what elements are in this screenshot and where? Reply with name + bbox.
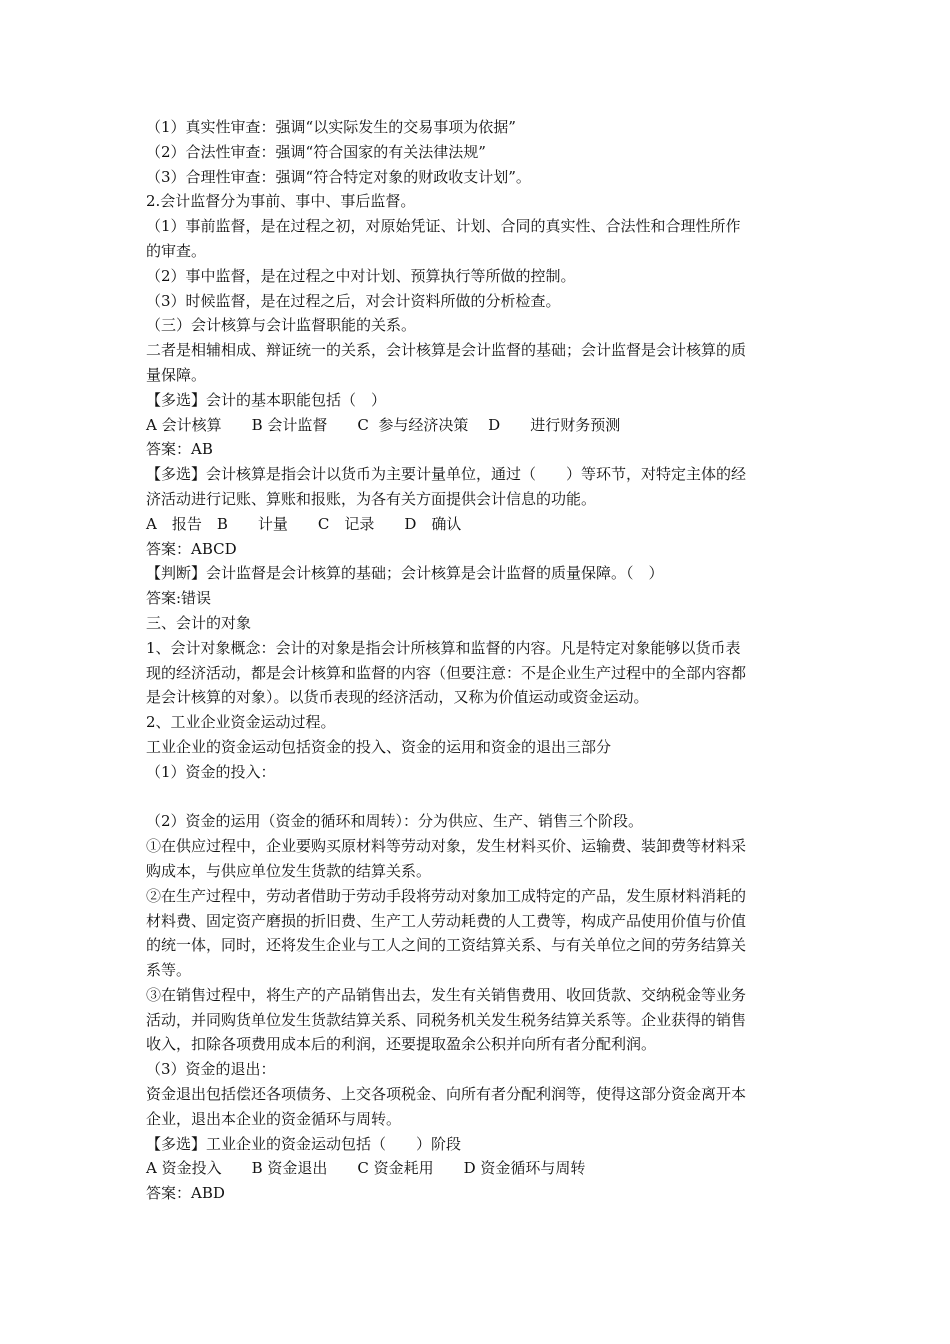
text-line: 的统一体，同时，还将发生企业与工人之间的工资结算关系、与有关单位之间的劳务结算关	[146, 936, 747, 955]
section-heading: 2.会计监督分为事前、事中、事后监督。	[146, 192, 416, 211]
text-line: 企业，退出本企业的资金循环与周转。	[146, 1109, 402, 1128]
text-line: （2）合法性审查：强调“符合国家的有关法律法规”	[146, 142, 486, 161]
text-line: ②在生产过程中，劳动者借助于劳动手段将劳动对象加工成特定的产品，发生原材料消耗的	[146, 886, 747, 905]
answer: 答案：AB	[146, 440, 213, 459]
text-line: 活动，并同购货单位发生货款结算关系、同税务机关发生税务结算关系等。企业获得的销售	[146, 1010, 747, 1029]
blank-line	[146, 785, 814, 810]
section-heading: 2、工业企业资金运动过程。	[146, 713, 336, 732]
text-line: 材料费、固定资产磨损的折旧费、生产工人劳动耗费的人工费等，构成产品使用价值与价值	[146, 911, 747, 930]
text-line: （1）真实性审查：强调“以实际发生的交易事项为依据”	[146, 118, 516, 136]
text-line: 是会计核算的对象）。以货币表现的经济活动，又称为价值运动或资金运动。	[146, 688, 649, 707]
question: 济活动进行记账、算账和报账，为各有关方面提供会计信息的功能。	[146, 489, 597, 508]
text-line: ①在供应过程中，企业要购买原材料等劳动对象，发生材料买价、运输费、装卸费等材料采	[146, 837, 747, 856]
answer: 答案：ABCD	[146, 539, 237, 558]
section-heading: 三、会计的对象	[146, 613, 252, 632]
text-line: （2）资金的运用（资金的循环和周转）：分为供应、生产、销售三个阶段。	[146, 812, 644, 831]
text-line: （1）资金的投入：	[146, 762, 276, 781]
text-line: 资金退出包括偿还各项债务、上交各项税金、向所有者分配利润等，使得这部分资金离开本	[146, 1085, 747, 1104]
text-line: 收入，扣除各项费用成本后的利润，还要提取盈余公积并向所有者分配利润。	[146, 1035, 657, 1054]
answer: 答案:错误	[146, 589, 212, 608]
text-line: （1）事前监督，是在过程之初，对原始凭证、计划、合同的真实性、合法性和合理性所作	[146, 217, 741, 236]
section-heading: （三）会计核算与会计监督职能的关系。	[146, 316, 417, 335]
text-line: 现的经济活动，都是会计核算和监督的内容（但要注意：不是企业生产过程中的全部内容都	[146, 663, 747, 682]
options: A 资金投入 B 资金退出 C 资金耗用 D 资金循环与周转	[146, 1159, 586, 1178]
text-line: ③在销售过程中，将生产的产品销售出去，发生有关销售费用、收回货款、交纳税金等业务	[146, 985, 747, 1004]
text-line: （2）事中监督，是在过程之中对计划、预算执行等所做的控制。	[146, 266, 576, 285]
options: A 会计核算 B 会计监督 C 参与经济决策 D 进行财务预测	[146, 415, 621, 434]
text-line: 工业企业的资金运动包括资金的投入、资金的运用和资金的退出三部分	[146, 737, 612, 756]
options: A 报告 B 计量 C 记录 D 确认	[146, 514, 462, 533]
text-line: （3）资金的退出：	[146, 1060, 276, 1079]
text-line: 量保障。	[146, 365, 207, 384]
question: 【多选】会计核算是指会计以货币为主要计量单位，通过（ ）等环节，对特定主体的经	[146, 465, 747, 484]
answer: 答案：ABD	[146, 1184, 225, 1203]
text-line: 的审查。	[146, 241, 207, 260]
text-line: （3）时候监督，是在过程之后，对会计资料所做的分析检查。	[146, 291, 561, 310]
document-page	[146, 115, 814, 1206]
question: 【多选】会计的基本职能包括（ ）	[146, 390, 387, 409]
text-line: （3）合理性审查：强调“符合特定对象的财政收支计划”。	[146, 167, 531, 186]
text-line: 系等。	[146, 961, 192, 980]
text-line: 二者是相辅相成、辩证统一的关系，会计核算是会计监督的基础；会计监督是会计核算的质	[146, 341, 747, 360]
question: 【多选】工业企业的资金运动包括（ ）阶段	[146, 1134, 462, 1153]
text-line: 购成本，与供应单位发生货款的结算关系。	[146, 861, 432, 880]
question: 【判断】会计监督是会计核算的基础；会计核算是会计监督的质量保障。（ ）	[146, 564, 664, 583]
text-line: 1、会计对象概念：会计的对象是指会计所核算和监督的内容。凡是特定对象能够以货币表	[146, 638, 741, 657]
